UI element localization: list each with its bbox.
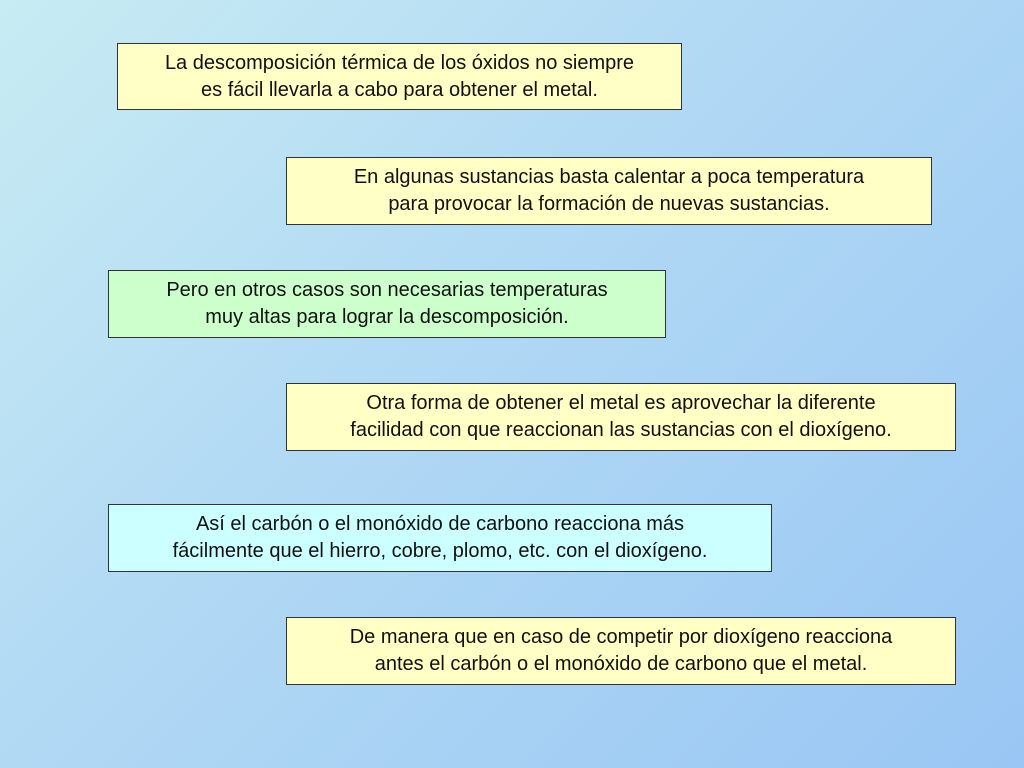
- text-box-6-content: [350, 624, 893, 678]
- text-line: es fácil llevarla a cabo para obtener el metal.: [201, 78, 598, 101]
- text-line: Otra forma de obtener el metal es aprovechar la diferente: [366, 392, 876, 414]
- text-box-5: [108, 504, 772, 572]
- text-box-2-content: [354, 164, 864, 218]
- text-box-3: [108, 270, 666, 338]
- text-box-1: [117, 43, 682, 110]
- text-line: En algunas sustancias basta calentar a poca temperatura: [353, 166, 865, 188]
- text-box-3-content: [166, 277, 607, 331]
- text-line: Así el carbón o el monóxido de carbono reacciona más: [195, 513, 685, 535]
- text-box-6: [286, 617, 956, 685]
- text-line: facilidad con que reaccionan las sustancias con el dioxígeno.: [350, 419, 892, 441]
- text-box-1-content: [165, 50, 634, 104]
- text-box-2: [286, 157, 932, 225]
- text-line: Pero en otros casos son necesarias temperaturas: [166, 279, 608, 301]
- text-line: fácilmente que el hierro, cobre, plomo, etc. con el dioxígeno.: [172, 540, 708, 562]
- text-line: De manera que en caso de competir por dioxígeno reacciona: [349, 626, 893, 648]
- text-box-4-content: [350, 390, 891, 444]
- text-line: La descomposición térmica de los óxidos no siempre: [164, 51, 635, 74]
- text-box-4: [286, 383, 956, 451]
- text-line: antes el carbón o el monóxido de carbono que el metal.: [374, 653, 868, 675]
- text-line: muy altas para lograr la descomposición.: [205, 306, 569, 328]
- text-box-5-content: [173, 511, 708, 565]
- text-line: para provocar la formación de nuevas sustancias.: [388, 193, 830, 215]
